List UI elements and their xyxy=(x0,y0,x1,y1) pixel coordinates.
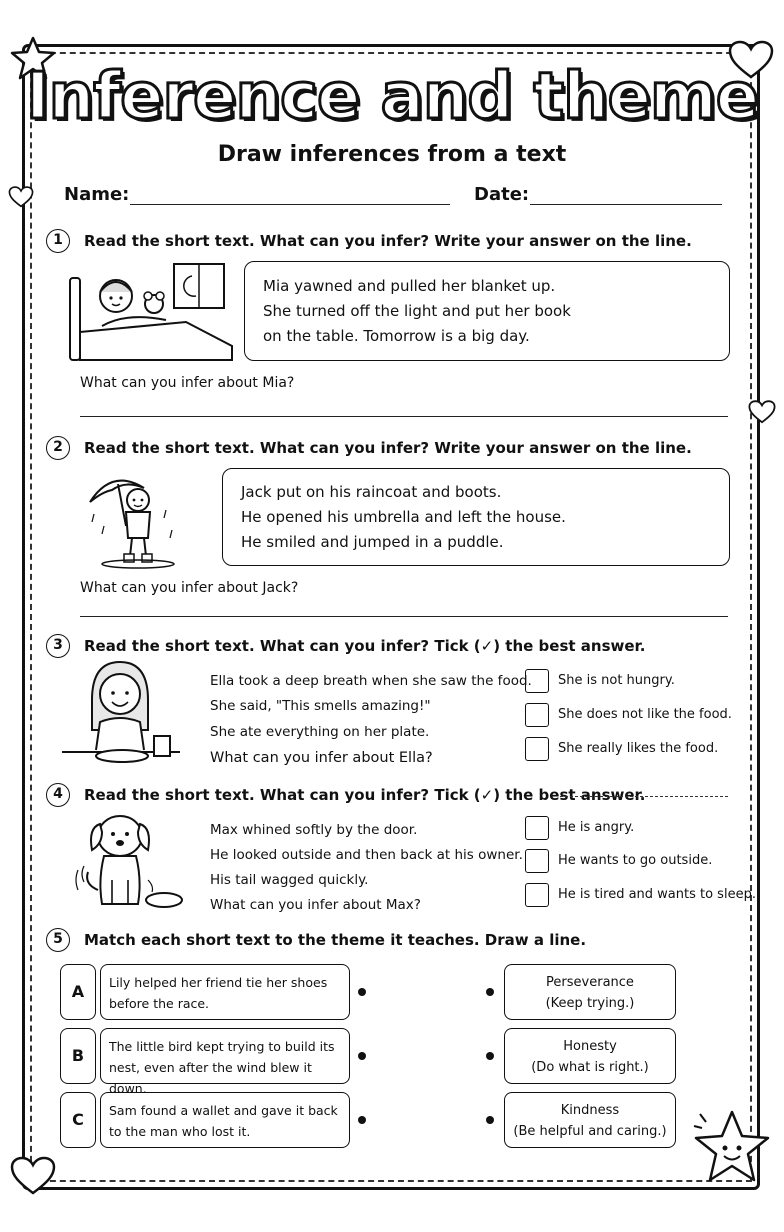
passage-line: She turned off the light and put her book xyxy=(263,302,571,320)
question-instruction: Read the short text. What can you infer? Write your answer on the line. xyxy=(84,439,692,457)
girl-in-bed-icon xyxy=(66,262,236,362)
match-dot-left[interactable] xyxy=(358,1116,366,1124)
question-instruction: Read the short text. What can you infer? Tick (✓) the best answer. xyxy=(84,637,646,655)
answer-checkbox[interactable] xyxy=(525,703,549,727)
passage-line: Mia yawned and pulled her blanket up. xyxy=(263,277,556,295)
puppy-icon xyxy=(68,810,188,910)
match-text-line: The little bird kept trying to build its xyxy=(109,1039,335,1054)
boy-with-umbrella-icon xyxy=(86,466,182,570)
theme-box xyxy=(504,1092,676,1148)
passage-line: He looked outside and then back at his owner. xyxy=(210,847,523,863)
theme-box xyxy=(504,964,676,1020)
answer-checkbox[interactable] xyxy=(525,737,549,761)
page-title: Inference and theme xyxy=(25,60,759,134)
match-dot-right[interactable] xyxy=(486,1116,494,1124)
match-text-box xyxy=(100,1092,350,1148)
passage-line: Ella took a deep breath when she saw the food. xyxy=(210,673,532,689)
question-number: 3 xyxy=(46,634,70,658)
theme-name: Honesty xyxy=(563,1039,617,1054)
answer-checkbox[interactable] xyxy=(525,883,549,907)
question-instruction: Read the short text. What can you infer? Write your answer on the line. xyxy=(84,232,692,250)
divider xyxy=(560,796,728,797)
name-field[interactable] xyxy=(130,204,450,205)
question-prompt: What can you infer about Jack? xyxy=(80,580,299,596)
answer-option: He is tired and wants to sleep. xyxy=(558,887,756,902)
answer-checkbox[interactable] xyxy=(525,849,549,873)
match-text-line: Lily helped her friend tie her shoes xyxy=(109,975,328,990)
question-instruction: Match each short text to the theme it teaches. Draw a line. xyxy=(84,931,587,949)
passage-line: He smiled and jumped in a puddle. xyxy=(241,533,504,551)
question-prompt: What can you infer about Max? xyxy=(210,897,421,913)
answer-checkbox[interactable] xyxy=(525,669,549,693)
page-subtitle: Draw inferences from a text xyxy=(217,142,567,167)
answer-line[interactable] xyxy=(80,416,728,417)
girl-at-table-icon xyxy=(62,660,192,766)
answer-line[interactable] xyxy=(80,616,728,617)
date-label: Date: xyxy=(474,184,530,205)
match-letter: A xyxy=(60,964,96,1020)
question-number: 5 xyxy=(46,928,70,952)
answer-option: She really likes the food. xyxy=(558,741,719,756)
answer-option: He is angry. xyxy=(558,820,635,835)
match-dot-right[interactable] xyxy=(486,1052,494,1060)
theme-meaning: (Do what is right.) xyxy=(531,1060,649,1075)
theme-box xyxy=(504,1028,676,1084)
theme-meaning: (Keep trying.) xyxy=(545,996,635,1011)
question-prompt: What can you infer about Mia? xyxy=(80,375,295,391)
question-prompt: What can you infer about Ella? xyxy=(210,750,433,766)
name-label: Name: xyxy=(64,184,130,205)
match-text-box xyxy=(100,964,350,1020)
passage-line: on the table. Tomorrow is a big day. xyxy=(263,327,530,345)
theme-name: Kindness xyxy=(560,1103,620,1118)
heart-icon xyxy=(8,186,34,208)
theme-meaning: (Be helpful and caring.) xyxy=(513,1124,667,1139)
match-text-line: before the race. xyxy=(109,996,210,1011)
question-number: 4 xyxy=(46,783,70,807)
answer-option: She is not hungry. xyxy=(558,673,675,688)
passage-line: Jack put on his raincoat and boots. xyxy=(241,483,502,501)
question-instruction: Read the short text. What can you infer? Tick (✓) the best answer. xyxy=(84,786,646,804)
question-number: 2 xyxy=(46,436,70,460)
theme-name: Perseverance xyxy=(546,975,634,990)
match-text-line: Sam found a wallet and gave it back xyxy=(109,1103,338,1118)
match-letter: C xyxy=(60,1092,96,1148)
match-dot-left[interactable] xyxy=(358,1052,366,1060)
answer-option: She does not like the food. xyxy=(558,707,732,722)
question-number: 1 xyxy=(46,229,70,253)
match-text-box xyxy=(100,1028,350,1096)
match-dot-left[interactable] xyxy=(358,988,366,996)
match-text-line: nest, even after the wind blew it down. xyxy=(109,1060,312,1096)
passage-line: He opened his umbrella and left the house. xyxy=(241,508,566,526)
date-field[interactable] xyxy=(530,204,722,205)
match-dot-right[interactable] xyxy=(486,988,494,996)
match-letter: B xyxy=(60,1028,96,1084)
passage-line: Max whined softly by the door. xyxy=(210,822,418,838)
smiling-star-icon xyxy=(690,1104,774,1188)
passage-line: His tail wagged quickly. xyxy=(210,872,369,888)
answer-checkbox[interactable] xyxy=(525,816,549,840)
passage-line: She said, "This smells amazing!" xyxy=(210,698,431,714)
match-text-line: to the man who lost it. xyxy=(109,1124,251,1139)
answer-option: He wants to go outside. xyxy=(558,853,713,868)
heart-icon xyxy=(748,400,776,424)
heart-icon xyxy=(10,1156,56,1196)
passage-line: She ate everything on her plate. xyxy=(210,724,430,740)
